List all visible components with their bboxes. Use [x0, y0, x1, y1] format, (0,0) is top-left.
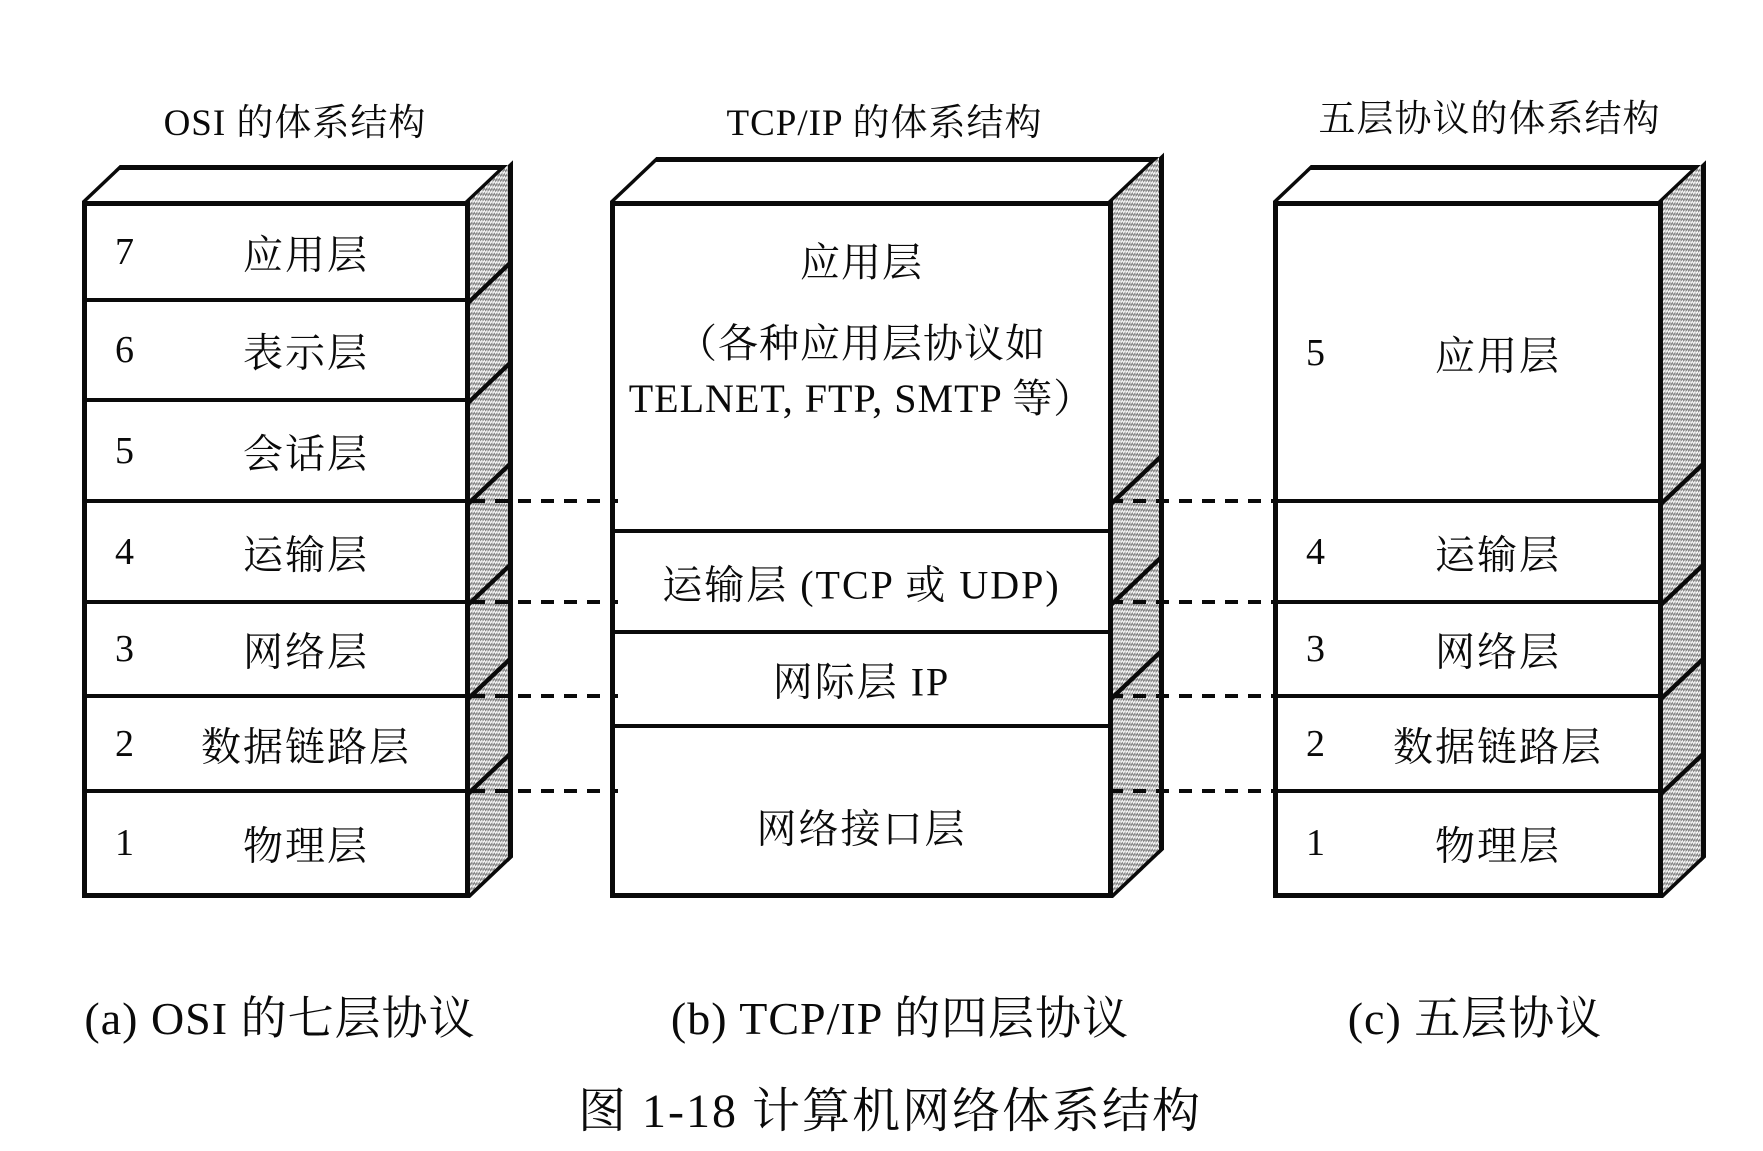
- caption-b: (b) TCP/IP 的四层协议: [670, 993, 1130, 1044]
- layer-number: 2: [1306, 722, 1325, 765]
- layer-label: 数据链路层: [1393, 724, 1603, 769]
- five-layer-side-layer-edge: [1663, 658, 1701, 700]
- layer-number: 7: [115, 231, 134, 273]
- caption-c: (c) 五层协议: [1347, 993, 1603, 1044]
- layer-label: 运输层 (TCP 或 UDP): [662, 562, 1061, 607]
- layer-number: 6: [115, 329, 134, 371]
- tcpip-side-layer-edge: [1113, 556, 1159, 606]
- osi-side-layer-edge: [470, 362, 508, 404]
- layer-number: 5: [115, 429, 134, 472]
- layer-label: 运输层: [243, 532, 369, 577]
- five-layer-side-layer-edge: [1663, 753, 1701, 795]
- layer-label: 网络层: [243, 629, 369, 675]
- layer-number: 4: [1306, 530, 1325, 573]
- layer-label: 应用层: [1435, 333, 1561, 378]
- layer-link-dashed-line: [1110, 694, 1281, 698]
- layer-row-five-5: [1278, 206, 1658, 503]
- layer-row-osi-1: [87, 793, 465, 893]
- five-layer-side-layer-edge: [1663, 463, 1701, 505]
- tcpip-box-front-face: [610, 201, 1113, 898]
- layer-sublabel: （各种应用层协议如: [677, 321, 1046, 366]
- layer-row-osi-6: [87, 302, 465, 402]
- layer-row-tcpip-application: [615, 236, 1108, 533]
- layer-number: 3: [115, 628, 134, 670]
- layer-row-tcpip-transport: [615, 533, 1108, 634]
- layer-sublabel: TELNET, FTP, SMTP 等）: [628, 376, 1095, 421]
- layer-number: 1: [1306, 822, 1325, 864]
- figure-title: 图 1-18 计算机网络体系结构: [578, 1085, 1202, 1138]
- layer-label: 网络层: [1435, 629, 1561, 675]
- five-layer-box-side-face: [1663, 160, 1706, 898]
- layer-link-dashed-line: [472, 694, 618, 698]
- osi-column-header: OSI 的体系结构: [163, 103, 427, 144]
- layer-link-dashed-line: [1110, 789, 1281, 793]
- layer-number: 4: [115, 530, 134, 573]
- tcpip-side-layer-edge: [1113, 455, 1159, 505]
- layer-link-dashed-line: [472, 600, 618, 604]
- layer-label: 网络接口层: [756, 806, 967, 851]
- osi-box-front-face: [82, 201, 470, 898]
- layer-number: 3: [1306, 628, 1325, 670]
- layer-label: 物理层: [1435, 823, 1561, 869]
- layer-label: 表示层: [243, 330, 369, 376]
- layer-label: 应用层: [800, 240, 923, 285]
- layer-row-osi-7: [87, 206, 465, 302]
- five-layer-side-layer-edge: [1663, 564, 1701, 606]
- five-layer-column-header: 五层协议的体系结构: [1318, 99, 1661, 140]
- layer-row-osi-3: [87, 604, 465, 698]
- layer-label: 会话层: [243, 431, 369, 476]
- layer-label: 物理层: [243, 823, 369, 869]
- layer-row-tcpip-network-interface: [615, 728, 1108, 923]
- layer-number: 1: [115, 822, 134, 864]
- layer-number: 2: [115, 722, 134, 765]
- layer-row-osi-2: [87, 698, 465, 793]
- layer-link-dashed-line: [1110, 600, 1281, 604]
- layer-link-dashed-line: [1110, 499, 1281, 503]
- osi-side-layer-edge: [470, 262, 508, 304]
- layer-link-dashed-line: [472, 499, 618, 503]
- layer-label: 数据链路层: [201, 724, 411, 769]
- layer-row-osi-5: [87, 402, 465, 503]
- tcpip-column-header: TCP/IP 的体系结构: [726, 103, 1043, 144]
- five-layer-box-top-face: [1273, 165, 1701, 201]
- layer-label: 运输层: [1435, 532, 1561, 577]
- layer-row-five-3: [1278, 604, 1658, 698]
- tcpip-box-side-face: [1113, 153, 1164, 898]
- layer-row-five-4: [1278, 503, 1658, 604]
- layer-row-tcpip-internet: [615, 634, 1108, 728]
- layer-label: 网际层 IP: [772, 659, 951, 705]
- caption-a: (a) OSI 的七层协议: [84, 993, 476, 1044]
- tcpip-side-layer-edge: [1113, 650, 1159, 700]
- five-layer-box-front-face: [1273, 201, 1663, 898]
- layer-link-dashed-line: [472, 789, 618, 793]
- layer-row-five-2: [1278, 698, 1658, 793]
- layer-label: 应用层: [243, 232, 369, 278]
- tcpip-box-top-face: [610, 157, 1159, 201]
- layer-row-osi-4: [87, 503, 465, 604]
- layer-row-five-1: [1278, 793, 1658, 893]
- osi-box-top-face: [82, 165, 508, 201]
- layer-number: 5: [1306, 331, 1325, 374]
- osi-box-side-face: [470, 160, 513, 898]
